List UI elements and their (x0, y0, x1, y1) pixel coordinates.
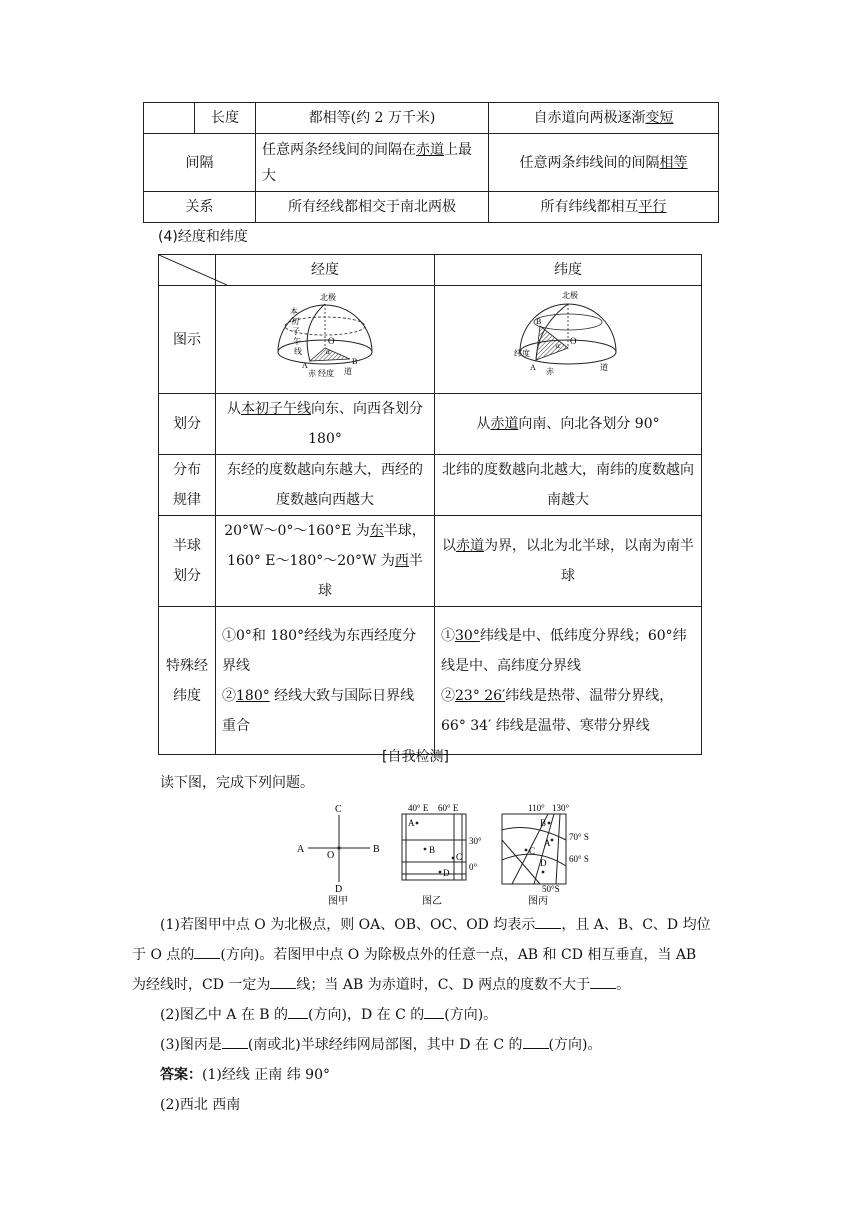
label: B (373, 844, 380, 855)
underlined-answer: 赤道 (416, 141, 444, 158)
question-3 (160, 1030, 760, 1060)
answer-1 (160, 1060, 760, 1090)
text: ①0°和 180°经线为东西经度分界线 (222, 627, 417, 674)
latitude-hemisphere-figure (508, 286, 628, 382)
lon-lat-table (158, 254, 702, 755)
label: 赤 (546, 367, 554, 376)
label: 30° (469, 836, 482, 846)
row-label-division: 划分 (159, 394, 216, 455)
label: α (556, 342, 560, 350)
label: B (429, 845, 436, 855)
length-lon: 都相等(约 2 万千米) (256, 103, 489, 134)
underlined-answer: 西 (394, 553, 409, 569)
row-label-relation: 关系 (144, 192, 256, 223)
text: 规律 (173, 492, 201, 508)
blank-cell (144, 103, 195, 134)
hemisphere-lon (216, 516, 435, 607)
label: O (327, 850, 335, 861)
text: 所有纬线都相互 (540, 199, 639, 215)
label: D (540, 858, 547, 868)
header-longitude: 经度 (216, 255, 435, 286)
distribution-lon: 东经的度数越向东越大，西经的度数越向西越大 (216, 455, 435, 516)
question-1-line-2 (132, 940, 732, 970)
figure-bing (502, 803, 589, 906)
north-pole-label: 北极 (562, 291, 578, 300)
row-label-length: 长度 (195, 103, 256, 134)
interval-lat (489, 134, 719, 192)
label: D (443, 868, 450, 878)
division-lon (216, 394, 435, 455)
caption: 图乙 (422, 896, 442, 906)
underlined-answer: 平行 (638, 199, 667, 215)
underlined-answer: 赤道 (456, 538, 484, 554)
question-1-line-3 (132, 970, 732, 1000)
text: 从 (227, 401, 241, 417)
longitude-figure-cell (216, 286, 435, 394)
answer-blank (590, 974, 616, 989)
text: (1)经线 正南 纬 90° (202, 1067, 330, 1083)
row-label-interval: 间隔 (144, 134, 256, 192)
longitude-hemisphere-figure (270, 286, 380, 382)
label: 70° S (569, 832, 589, 842)
hemisphere-lat (435, 516, 702, 607)
length-lat (489, 103, 719, 134)
question-2 (160, 1000, 760, 1030)
caption: 图甲 (328, 896, 348, 906)
label: 60° E (438, 803, 459, 813)
figure-yi (402, 803, 482, 906)
label: A (530, 363, 536, 372)
underlined-answer: 相等 (659, 154, 688, 171)
text: (3)图丙是 (160, 1037, 222, 1053)
text: (方向)。 (444, 1007, 498, 1023)
label: 纬度 (514, 349, 530, 358)
label: 60° S (569, 854, 589, 864)
label: A (302, 361, 308, 370)
answer-blank (424, 1004, 444, 1019)
label: 110° (528, 803, 545, 813)
underlined-answer: 变短 (645, 110, 674, 126)
label: C (335, 804, 342, 815)
underlined-answer: 30° (455, 627, 480, 644)
label: 0° (469, 862, 478, 872)
label: D (335, 884, 343, 895)
text: 以 (442, 538, 456, 554)
text: (1)若图甲中点 O 为北极点，则 OA、OB、OC、OD 均表示 (160, 917, 536, 933)
question-1-line-1 (160, 910, 730, 940)
text: 任意两条经线间的间隔在 (262, 141, 416, 158)
division-lat (435, 394, 702, 455)
label: A (544, 838, 551, 848)
label: 经度 (318, 369, 334, 378)
underlined-answer: 东 (369, 523, 384, 539)
answer-2: (2)西北 西南 (160, 1097, 241, 1113)
label: 初 (291, 317, 299, 326)
text: 为界，以北为北半球，以南为南半球 (484, 538, 694, 584)
text: 半球，160° E～180°～20°W 为 (227, 523, 426, 569)
text: 为经线时，CD 一定为 (132, 977, 271, 993)
figures-panel (290, 800, 620, 906)
selfcheck-title: [自我检测] (382, 749, 449, 765)
underlined-answer: 本初子午线 (241, 401, 311, 417)
relation-lon: 所有经线都相交于南北两极 (256, 192, 489, 223)
label: 40° E (408, 803, 429, 813)
text: 纬度 (173, 687, 201, 704)
text: 于 O 点的 (132, 947, 195, 963)
row-label-distribution (159, 455, 216, 516)
lon-lat-comparison-table (143, 102, 719, 223)
text: 经线大致与国际日界线重合 (222, 687, 415, 734)
text: (方向)，D 在 C 的 (308, 1007, 425, 1023)
label: 午 (293, 337, 301, 346)
label: C (456, 852, 463, 862)
answer-blank (222, 1034, 248, 1049)
answer-blank (270, 974, 296, 989)
text: 自赤道向两极逐渐 (533, 110, 646, 126)
text: 纬线是热带、温带分界线，66° 34′ 纬线是温带、寒带分界线 (441, 687, 674, 734)
underlined-answer: 23° 26′ (455, 687, 506, 704)
label: B (536, 317, 542, 326)
answer-blank (194, 944, 220, 959)
text: 上最大 (262, 141, 472, 184)
text: 20°W～0°～160°E 为 (224, 523, 370, 539)
answer-blank (288, 1004, 308, 1019)
answer-label: 答案： (160, 1067, 202, 1083)
text: ② (441, 687, 455, 704)
special-lon (216, 607, 435, 755)
label: A (408, 818, 415, 828)
label: 道 (600, 363, 608, 372)
label: O (570, 336, 577, 346)
caption: 图丙 (528, 896, 548, 906)
label: O (328, 336, 335, 346)
text (222, 681, 428, 741)
text: (方向)。 (548, 1037, 602, 1053)
label: 赤 (308, 369, 316, 378)
header-latitude: 纬度 (435, 255, 702, 286)
text (441, 681, 695, 741)
label: 子 (292, 327, 300, 336)
text: 半球 (173, 538, 201, 554)
text: 。 (616, 977, 631, 993)
label: 130° (552, 803, 570, 813)
text: 向南、向北各划分 90° (518, 416, 660, 432)
underlined-answer: 赤道 (490, 416, 519, 432)
relation-lat (489, 192, 719, 223)
text: 任意两条纬线间的间隔 (519, 154, 660, 171)
text: 特殊经 (166, 657, 208, 674)
text: (方向)。若图甲中点 O 为除极点外的任意一点，AB 和 CD 相互垂直，当 AB (220, 947, 697, 963)
text: 划分 (173, 568, 201, 584)
text: 半球 (318, 553, 423, 599)
text: (南或北)半球经纬网局部图，其中 D 在 C 的 (247, 1037, 523, 1053)
text (441, 621, 695, 681)
label: 50°S (542, 884, 560, 894)
interval-lon (256, 134, 489, 192)
text: ② (222, 687, 236, 704)
answer-blank (535, 914, 561, 929)
text: 线；当 AB 为赤道时，C、D 两点的度数不大于 (296, 977, 591, 993)
section-title: (4)经度和纬度 (158, 229, 248, 245)
distribution-lat: 北纬的度数越向北越大，南纬的度数越向南越大 (435, 455, 702, 516)
label: 道 (344, 367, 352, 376)
label: C (529, 846, 536, 856)
text: 向东、向西各划分 180° (308, 401, 423, 447)
latitude-figure-cell (435, 286, 702, 394)
text: 从 (476, 416, 491, 432)
row-label-figure: 图示 (159, 286, 216, 394)
answer-blank (523, 1034, 549, 1049)
special-lat (435, 607, 702, 755)
label: 本 (290, 307, 298, 316)
label: B (540, 818, 547, 828)
row-label-hemisphere (159, 516, 216, 607)
label: A (297, 844, 305, 855)
label: 线 (294, 347, 302, 356)
underlined-answer: 180° (236, 687, 270, 704)
figure-jia (297, 804, 380, 906)
text: ，且 A、B、C、D 均位 (561, 917, 711, 933)
text: 纬线是中、低纬度分界线；60°纬线是中、高纬度分界线 (441, 627, 687, 674)
diagonal-header-cell (159, 255, 216, 286)
label: B (352, 357, 358, 366)
diagonal-line (159, 255, 227, 285)
text: ① (441, 627, 455, 644)
north-pole-label: 北极 (320, 293, 336, 302)
intro-text: 读下图，完成下列问题。 (160, 775, 314, 791)
text: 分布 (173, 462, 201, 478)
label: α (326, 348, 330, 356)
row-label-special (159, 607, 216, 755)
text: (2)图乙中 A 在 B 的 (160, 1007, 289, 1023)
